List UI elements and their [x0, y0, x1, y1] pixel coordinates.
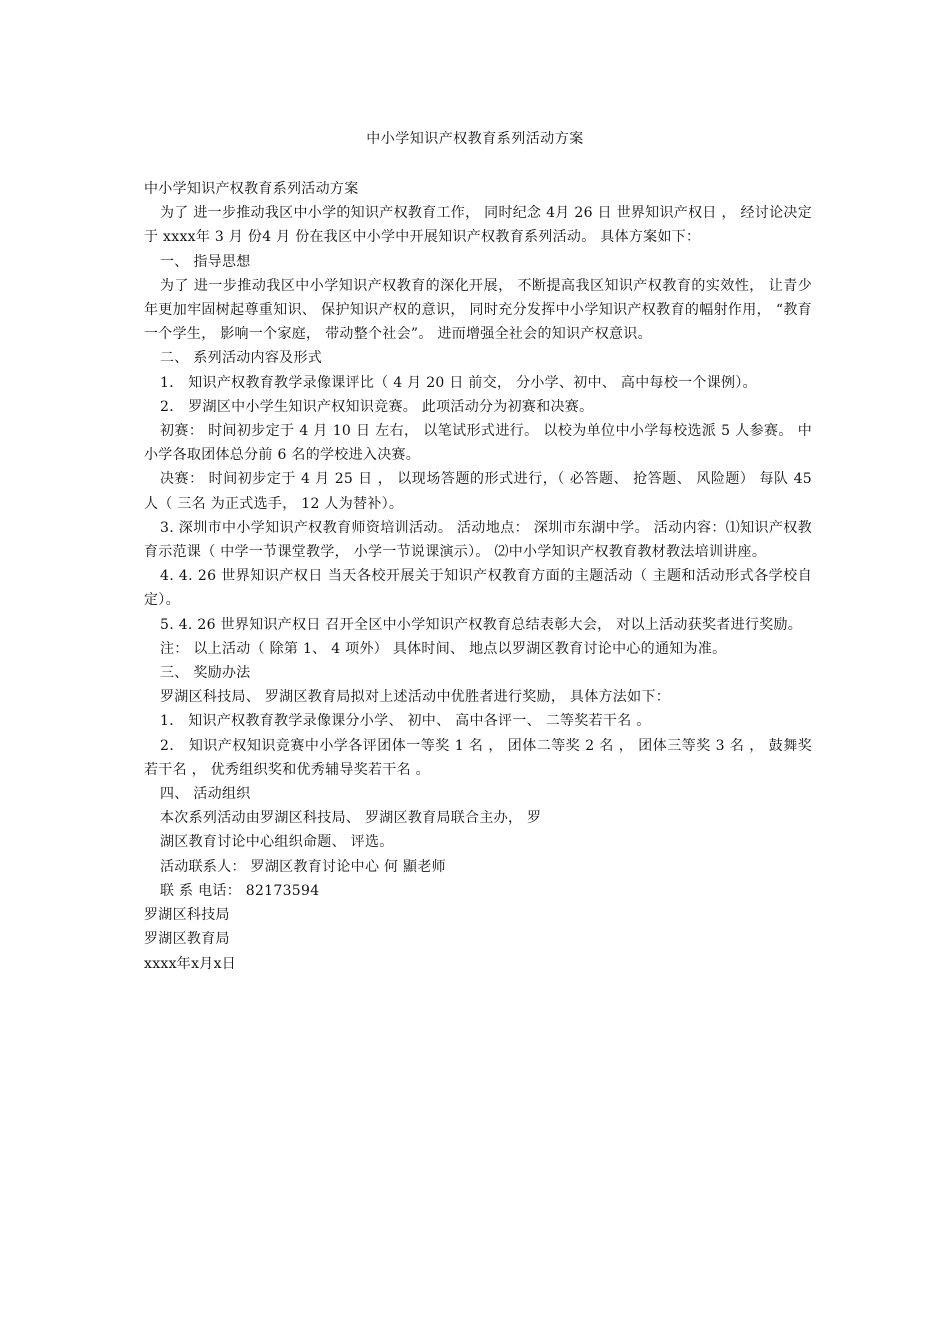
paragraph: 本次系列活动由罗湖区科技局、 罗湖区教育局联合主办， 罗: [160, 810, 542, 827]
paragraph: 决赛： 时间初步定于 4 月 25 日 ， 以现场答题的形式进行，（ 必答题、 抢答题、 风险题） 每队 45 人（ 三名 为正式选手， 12 人为替补）。: [144, 471, 812, 512]
paragraph: 罗湖区教育局: [144, 931, 230, 948]
paragraph: 一、 指导思想: [160, 253, 251, 270]
paragraph: 中小学知识产权教育系列活动方案: [144, 181, 359, 197]
page-title: 中小学知识产权教育系列活动方案: [366, 131, 584, 147]
document-body: [144, 177, 812, 976]
paragraph: 为了 进一步推动我区中小学知识产权教育的深化开展， 不断提高我区知识产权教育的实效性， 让青少年更加牢固树起尊重知识、 保护知识产权的意识， 同时充分发挥中小学知识产权教育的幅射作用， “教育一个学生， 影响一个家庭， 带动整个社会”。 进而增强全社会的知识产权意识。: [144, 277, 812, 343]
paragraph: 2． 知识产权知识竞赛中小学各评团体一等奖 1 名 ， 团体二等奖 2 名 ， 团体三等奖 3 名 ， 鼓舞奖若干名 ， 优秀组织奖和优秀辅导奖若干名 。: [144, 737, 812, 778]
paragraph: 湖区教育讨论中心组织命题、 评选。: [160, 834, 394, 851]
paragraph: 4. 4. 26 世界知识产权日 当天各校开展关于知识产权教育方面的主题活动（ 主题和活动形式各学校自 定）。: [144, 568, 812, 609]
paragraph: 3. 深圳市中小学知识产权教育师资培训活动。 活动地点： 深圳市东湖中学。 活动内容：⑴知识产权教育示范课（ 中学一节课堂教学， 小学一节说课演示）。 ⑵中小学知识产权教育教材教法培训讲座。: [144, 519, 812, 561]
paragraph: 1． 知识产权教育教学录像课分小学、 初中、 高中各评一、 二等奖若干名 。: [160, 713, 651, 730]
paragraph: 罗湖区科技局: [144, 907, 230, 924]
paragraph: 为了 进一步推动我区中小学的知识产权教育工作， 同时纪念 4月 26 日 世界知识产权日 ， 经讨论决定于 xxxx年 3 月 份4 月 份在我区中小学中开展知识产权教育系列活动。 具体方案如下：: [144, 205, 812, 246]
paragraph: 活动联系人： 罗湖区教育讨论中心 何 顯老师: [160, 858, 446, 875]
paragraph: 三、 奖励办法: [160, 665, 251, 682]
paragraph: 注： 以上活动（ 除第 1、 4 项外） 具体时间、 地点以罗湖区教育讨论中心的通知为准。: [160, 640, 727, 657]
paragraph: 四、 活动组织: [160, 786, 251, 803]
paragraph: 1． 知识产权教育教学录像课评比（ 4 月 20 日 前交， 分小学、初中、 高中每校一个课例）。: [160, 374, 757, 391]
paragraph: 2． 罗湖区中小学生知识产权知识竞赛。 此项活动分为初赛和决赛。: [160, 398, 594, 415]
paragraph: 联 系 电话： 82173594: [160, 882, 320, 899]
paragraph: xxxx年x月x日: [144, 955, 237, 972]
paragraph: 5. 4. 26 世界知识产权日 召开全区中小学知识产权教育总结表彰大会， 对以上活动获奖者进行奖励。: [160, 616, 803, 633]
paragraph: 二、 系列活动内容及形式: [160, 350, 323, 367]
paragraph: 初赛： 时间初步定于 4 月 10 日 左右， 以笔试形式进行。 以校为单位中小学每校选派 5 人参赛。 中小学各取团体总分前 6 名的学校进入决赛。: [144, 423, 812, 464]
paragraph: 罗湖区科技局、 罗湖区教育局拟对上述活动中优胜者进行奖励， 具体方法如下：: [160, 689, 670, 706]
